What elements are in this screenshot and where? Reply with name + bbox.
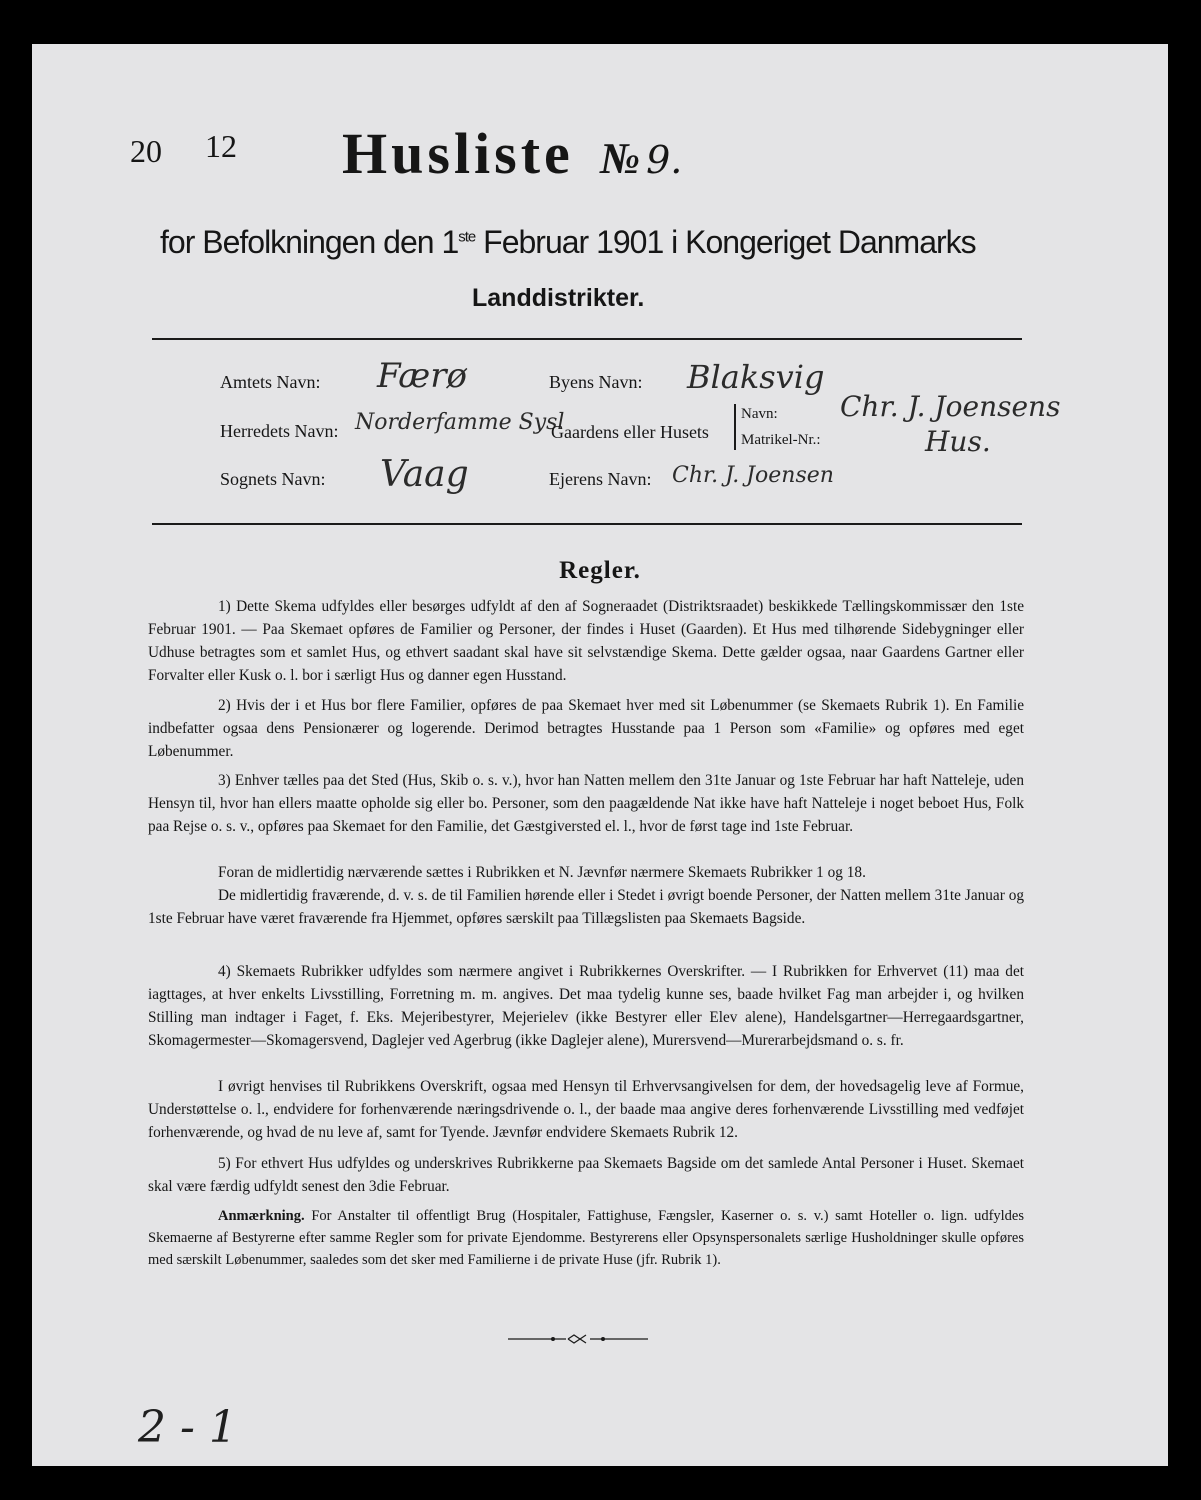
rule-4b-text: I øvrigt henvises til Rubrikkens Overskrift, ogsaa med Hensyn til Erhvervsangivelsen for dem, der hovedsagelig leve af Formue, Understøttelse o. l., endvidere for forhenværende næringsdrivende o. l., der baade maa angive deres forhenværende Livsstilling med vedføjet forhenværende, og hvad de nu leve af, samt for Tyende. Jævnfør endvidere Skemaets Rubrik 12. — [148, 1078, 1024, 1141]
amt-label: Amtets Navn: — [220, 372, 321, 392]
rule-3c-text: De midlertidig fraværende, d. v. s. de til Familien hørende eller i Stedet i øvrigt boende Personer, der Natten mellem 31te Januar og 1ste Februar have været fraværende fra Hjemmet, opføres særskilt paa Tillægslisten paa Skemaets Bagside. — [148, 887, 1024, 927]
rule-4b — [148, 1075, 1024, 1144]
rule-5-text: 5) For ethvert Hus udfyldes og underskrives Rubrikkerne paa Skemaets Bagside om det samlede Antal Personer i Huset. Skemaet skal være færdig udfyldt senest den 3die Februar. — [148, 1155, 1024, 1195]
sogn-label: Sognets Navn: — [220, 469, 326, 489]
rule-2 — [148, 694, 1024, 763]
amt-value: Færø — [377, 356, 467, 396]
number-sign: № — [599, 134, 641, 183]
rule-4-text: 4) Skemaets Rubrikker udfyldes som nærmere angivet i Rubrikkernes Overskrifter. — I Rubrikken for Erhvervet (11) maa det iagttages, at hver enkelts Livsstilling, Forretning m. m. angives. Det maa tydelig kunne ses, baade hvilket Fag man arbejder i, og hvilken Stilling man indtager i Faget, f. Eks. Mejeribestyrer, Mejerielev (ikke Bestyrer eller Elev alene), Handelsgartner—Herregaardsgartner, Skomagermester—Skomagersvend, Daglejer ved Agerbrug (ikke Daglejer alene), Murersvend—Murerarbejdsmand o. s. fr. — [148, 963, 1024, 1049]
title-row — [342, 120, 682, 187]
rule-3b-text: Foran de midlertidig nærværende sættes i Rubrikken et N. Jævnfør nærmere Skemaets Rubrikker 1 og 18. — [218, 864, 866, 881]
rule-1-text: 1) Dette Skema udfyldes eller besørges udfyldt af den af Sogneraadet (Distriktsraadet) beskikkede Tællingskommissær den 1ste Februar 1901. — Paa Skemaet opføres de Familier og Personer, der findes i Huset (Gaarden). Et Hus med tilhørende Sidebygninger eller Udhuse betragtes som et samlet Hus, og ethvert saadant skal have sit selvstændige Skema. Dette gælder ogsaa, naar Gaardens Gartner eller Forvalter eller Kusk o. l. bor i særligt Hus og danner egen Husstand. — [148, 598, 1024, 684]
rule-5 — [148, 1152, 1024, 1198]
rule-3b — [148, 861, 1024, 884]
herred-value: Norderfamme Sysl — [355, 410, 565, 435]
note-label: Anmærkning. — [218, 1208, 305, 1224]
rules-heading: Regler. — [559, 557, 641, 584]
herred-label: Herredets Navn: — [220, 421, 339, 441]
rule-4 — [148, 960, 1024, 1052]
district-type: Landdistrikter. — [472, 284, 645, 312]
subtitle-part-2: Februar 1901 i Kongeriget Danmarks — [475, 224, 976, 260]
census-form-sheet — [32, 44, 1168, 1466]
document-number-left: 20 — [130, 133, 162, 169]
by-value: Blaksvig — [687, 358, 825, 396]
ejer-label: Ejerens Navn: — [549, 469, 652, 489]
gaard-label: Gaardens eller Husets — [551, 422, 709, 442]
by-label: Byens Navn: — [549, 372, 643, 392]
document-number-right: 12 — [205, 128, 237, 164]
matrikel-label: Matrikel-Nr.: — [741, 432, 821, 448]
sogn-value: Vaag — [380, 454, 469, 495]
ornament-divider — [508, 1332, 648, 1346]
rule-3-text: 3) Enhver tælles paa det Sted (Hus, Skib o. s. v.), hvor han Natten mellem den 31te Januar og 1ste Februar har haft Natteleje, uden Hensyn til, hvor han ellers maatte opholde sig eller bo. Personer, som den paagældende Nat ikke have haft Natteleje i noget beboet Hus, Folk paa Rejse o. s. v., opføres paa Skemaet for den Familie, det Gæstgiversted el. l., hvor de først tage ind 1ste Februar. — [148, 772, 1024, 835]
list-number: 9. — [646, 138, 683, 182]
form-subtitle — [160, 224, 1040, 261]
navn-value: Chr. J. Joensens — [840, 390, 1061, 423]
ejer-value: Chr. J. Joensen — [672, 463, 834, 488]
note-text: For Anstalter til offentligt Brug (Hospitaler, Fattighuse, Fængsler, Kaserner o. s. v.) samt Hoteller o. lign. udfyldes Skemaerne af Bestyrerne efter samme Regler som for private Ejendomme. Bestyrerens eller Opsynspersonalets særlige Husholdninger skulle opføres med særskilt Løbenummer, saaledes som det sker med Familierne i de private Huse (jfr. Rubrik 1). — [148, 1208, 1024, 1268]
rule-3c — [148, 884, 1024, 930]
rule-3 — [148, 769, 1024, 838]
rule-2-text: 2) Hvis der i et Hus bor flere Familier, opføres de paa Skemaet hver med sit Løbenummer (se Skemaets Rubrik 1). En Familie indbefatter ogsaa dens Pensionærer og logerende. Derimod betragtes Husstande paa 1 Person som «Familie» og opføres med eget Løbenummer. — [148, 697, 1024, 760]
matrikel-value: Hus. — [925, 425, 991, 458]
form-title: Husliste — [342, 121, 574, 186]
handwritten-note: 2 - 1 — [138, 1402, 237, 1453]
navn-label: Navn: — [741, 406, 778, 422]
divider-top — [152, 338, 1022, 340]
subtitle-part-1: for Befolkningen den 1 — [160, 224, 459, 260]
note — [148, 1205, 1024, 1271]
rule-1 — [148, 595, 1024, 687]
divider-bottom — [152, 523, 1022, 525]
field-brace — [734, 404, 736, 450]
subtitle-superscript: ste — [458, 228, 476, 246]
